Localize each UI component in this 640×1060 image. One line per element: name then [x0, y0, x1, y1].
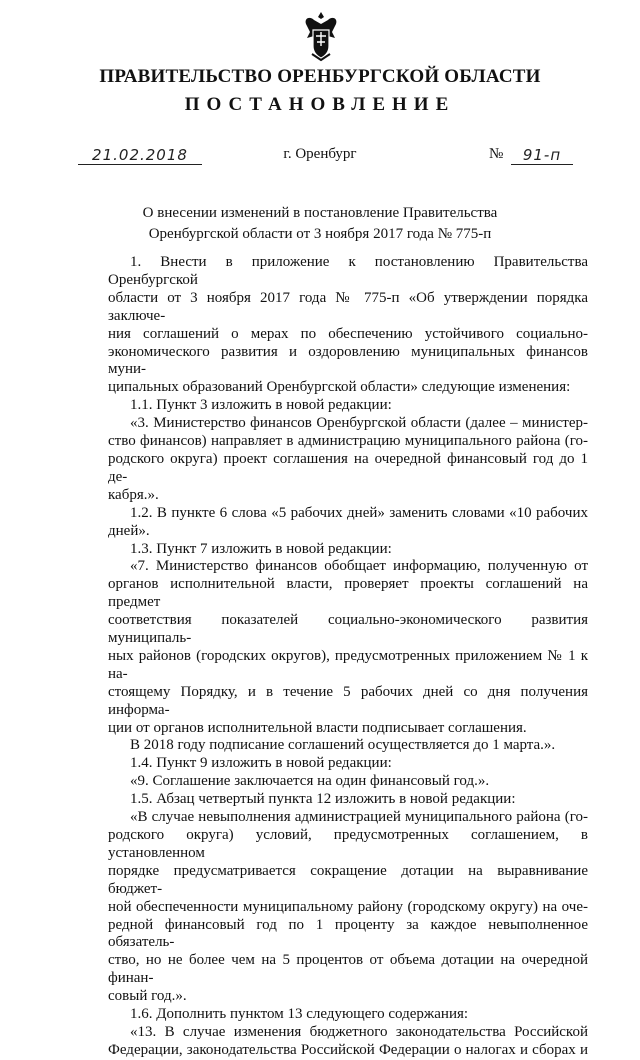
document-date: 21.02.2018 [78, 146, 202, 165]
body-line: стоящему Порядку, и в течение 5 рабочих дней со дня получения информа- [108, 683, 588, 718]
body-line: ство, но не более чем на 5 процентов от объема дотации на очередной финан- [108, 952, 588, 987]
document-number: 91-п [511, 146, 573, 165]
body-line: 1.5. Абзац четвертый пункта 12 изложить в новой редакции: [130, 791, 516, 808]
body-line: области от 3 ноября 2017 года № 775-п «Об утверждении порядка заключе- [108, 289, 588, 324]
body-line: ции от органов исполнительной власти подписывает соглашения. [108, 719, 527, 736]
document-body [108, 254, 588, 1060]
body-line: ной обеспеченности муниципальному району (городскому округу) на оче- [108, 898, 588, 915]
number-label: № [489, 146, 504, 162]
document-city: г. Оренбург [283, 146, 357, 162]
coat-of-arms-icon [302, 10, 340, 62]
body-line: Федерации, законодательства Российской Федерации о налогах и сборах и [108, 1041, 588, 1058]
body-line: соответствия показателей социально-экономического развития муниципаль- [108, 612, 588, 647]
subject-line: Оренбургской области от 3 ноября 2017 года № 775-п [148, 226, 492, 242]
body-line: ципальных образований Оренбургской области» следующие изменения: [108, 379, 571, 396]
body-line: совый год.». [108, 988, 187, 1005]
body-line: порядке предусматривается сокращение дотации на выравнивание бюджет- [108, 862, 588, 897]
body-line: дней». [108, 522, 150, 539]
body-line: 1.1. Пункт 3 изложить в новой редакции: [130, 397, 392, 414]
body-line: органов исполнительной власти, проверяет проекты соглашений на предмет [108, 576, 588, 611]
document-subject [80, 203, 560, 245]
body-line: 1.4. Пункт 9 изложить в новой редакции: [130, 755, 392, 772]
document-type: ПОСТАНОВЛЕНИЕ [184, 94, 456, 115]
body-line: экономического развития и оздоровлению муниципальных финансов муни- [108, 343, 588, 378]
subject-line: О внесении изменений в постановление Правительства [142, 205, 498, 221]
government-title: ПРАВИТЕЛЬСТВО ОРЕНБУРГСКОЙ ОБЛАСТИ [99, 66, 541, 87]
body-line: 1.2. В пункте 6 слова «5 рабочих дней» заменить словами «10 рабочих [130, 504, 588, 521]
body-line: кабря.». [108, 486, 159, 503]
body-line: родского округа) проект соглашения на очередной финансовый год до 1 де- [108, 450, 588, 485]
body-line: «В случае невыполнения администрацией муниципального района (го- [130, 809, 588, 826]
body-line: «3. Министерство финансов Оренбургской области (далее – министер- [130, 415, 588, 432]
body-line: ство финансов) направляет в администрацию муниципального района (го- [108, 433, 588, 450]
body-line: 1.3. Пункт 7 изложить в новой редакции: [130, 540, 392, 557]
body-line: «9. Соглашение заключается на один финансовый год.». [130, 773, 490, 790]
body-line: родского округа) условий, предусмотренных соглашением, в установленном [108, 827, 588, 861]
body-line: ных районов (городских округов), предусмотренных приложением № 1 к на- [108, 647, 588, 682]
body-line: «13. В случае изменения бюджетного законодательства Российской [130, 1023, 588, 1040]
body-line: редной финансовый год по 1 проценту за каждое невыполненное обязатель- [108, 916, 588, 951]
body-line: В 2018 году подписание соглашений осуществляется до 1 марта.». [130, 737, 556, 754]
body-line: 1.6. Дополнить пунктом 13 следующего содержания: [130, 1006, 469, 1023]
body-line: 1. Внести в приложение к постановлению Правительства Оренбургской [108, 254, 588, 288]
body-line: ния соглашений о мерах по обеспечению устойчивого социально- [108, 325, 588, 342]
body-line: «7. Министерство финансов обобщает информацию, полученную от [130, 558, 588, 575]
